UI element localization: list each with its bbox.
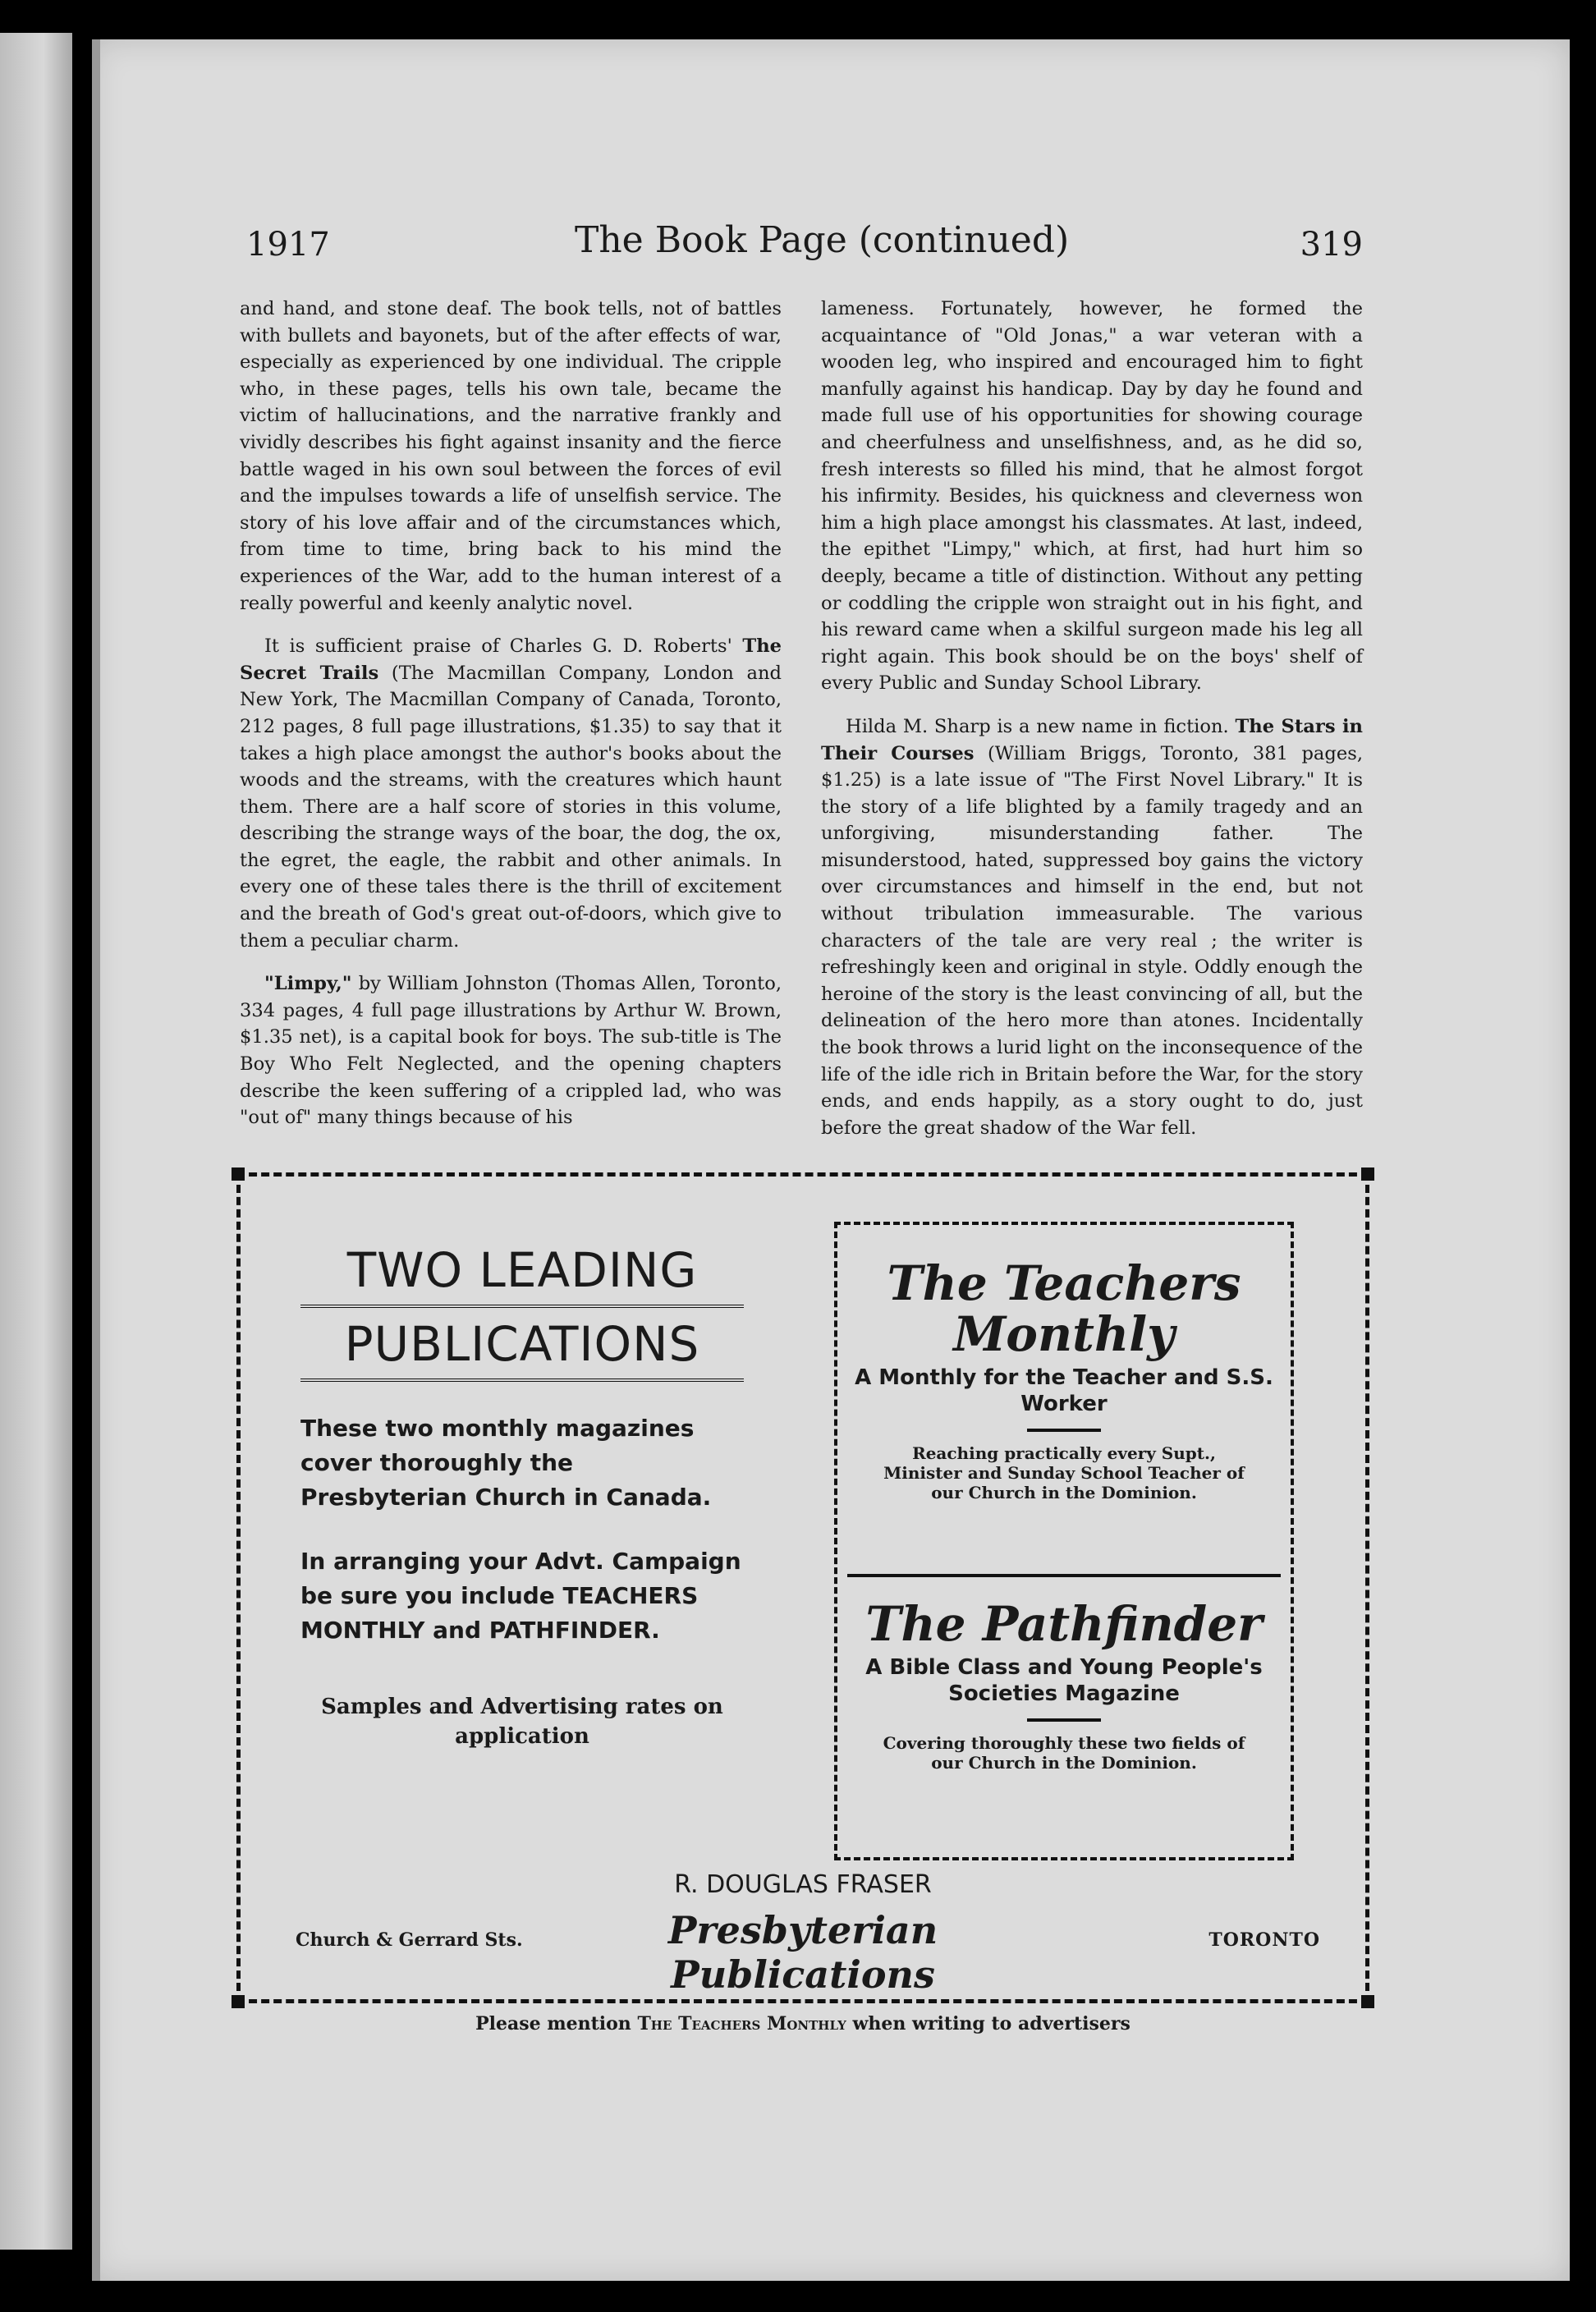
rule bbox=[1027, 1718, 1101, 1722]
corner-ornament bbox=[232, 1995, 245, 2008]
corner-ornament bbox=[1361, 1167, 1374, 1181]
left-column bbox=[240, 296, 782, 1148]
adjacent-page-edge bbox=[0, 33, 72, 2250]
ad-headline: TWO LEADING bbox=[300, 1242, 744, 1308]
paragraph: and hand, and stone deaf. The book tells, not of battles with bullets and bayonets, but of the after effects of war, especially as experienced by one individual. The cripple who, in these pages, tells his own tale, became the victim of hallucinations, and the narrative frankly and vividly describes his fight against insanity and the fierce battle waged in his own soul between the forces of evil and the impulses towards a life of unselfish service. The story of his love affair and of the circumstances which, from time to time, bring back to his mind the experiences of the War, add to the human interest of a really powerful and keenly analytic novel. bbox=[240, 298, 782, 614]
divider-rule bbox=[847, 1574, 1281, 1577]
right-column bbox=[821, 296, 1363, 1158]
pathfinder-block bbox=[837, 1596, 1291, 1773]
paragraph: "Limpy," by William Johnston (Thomas Allen, Toronto, 334 pages, 4 full page illustrations by Arthur W. Brown, $1.35 net), is a capital book for boys. The sub-title is The Boy Who Felt Neglected, and the opening chapters describe the keen suffering of a crippled lad, who was "out of" many things because of his bbox=[240, 973, 782, 1129]
pathfinder-subtitle: A Bible Class and Young People's Societies Magazine bbox=[865, 1655, 1263, 1706]
ad-body-text: These two monthly magazines cover thoroughly the Presbyterian Church in Canada. bbox=[300, 1415, 712, 1511]
header-year: 1917 bbox=[246, 226, 330, 264]
book-title: The Stars in Their Courses bbox=[821, 715, 1363, 764]
paragraph: lameness. Fortunately, however, he formed the acquaintance of "Old Jonas," a war veteran with a wooden leg, who inspired and encouraged him to fight manfully against his handicap. Day by day he found and made full use of his opportunities for showing courage and cheerfulness and unselfishness, and, as he did so, fresh interests so filled his mind, that he almost forgot his infirmity. Besides, his quickness and cleverness won him a high place amongst his classmates. At last, indeed, the epithet "Limpy," which, at first, had hurt him so deeply, became a title of distinction. Without any petting or coddling the cripple won straight out in his fight, and his reward came when a skilful surgeon made his leg all right again. This book should be on the boys' shelf of every Public and Sunday School Library. bbox=[821, 298, 1363, 695]
advertisement bbox=[236, 1172, 1369, 2003]
page-spine bbox=[92, 39, 100, 2281]
ad-samples-note: Samples and Advertising rates on application bbox=[321, 1695, 723, 1749]
ad-body-text: In arranging your Advt. Campaign be sure you include TEACHERS MONTHLY and PATHFINDER. bbox=[300, 1548, 741, 1644]
ad-headline: PUBLICATIONS bbox=[300, 1316, 744, 1382]
publications-box bbox=[834, 1222, 1294, 1860]
teachers-monthly-desc: Reaching practically every Supt., Minister and Sunday School Teacher of our Church in the Dominion. bbox=[883, 1443, 1245, 1502]
ad-left-block bbox=[300, 1242, 744, 1751]
rule bbox=[1027, 1429, 1101, 1432]
footer-magazine-name: The Teachers Monthly bbox=[637, 2013, 846, 2034]
book-title: The Secret Trails bbox=[240, 635, 782, 684]
header-title: The Book Page (continued) bbox=[575, 219, 1070, 261]
publisher-imprint: Presbyterian Publications bbox=[667, 1908, 938, 1997]
teachers-monthly-title-2: Monthly bbox=[953, 1306, 1175, 1362]
teachers-monthly-title: The Teachers bbox=[887, 1255, 1241, 1311]
corner-ornament bbox=[232, 1167, 245, 1181]
pathfinder-desc: Covering thoroughly these two fields of our Church in the Dominion. bbox=[883, 1733, 1245, 1773]
publisher-address: Church & Gerrard Sts. bbox=[296, 1929, 523, 1951]
pathfinder-title: The Pathfinder bbox=[865, 1596, 1263, 1652]
teachers-monthly-subtitle: A Monthly for the Teacher and S.S. Worker bbox=[855, 1365, 1273, 1416]
paragraph: Hilda M. Sharp is a new name in fiction. The Stars in Their Courses (William Briggs, Toronto, 381 pages, $1.25) is a late issue of "The First Novel Library." It is the story of a life blighted by a family tragedy and an unforgiving, misunderstanding father. The misunderstood, hated, suppressed boy gains the victory over circumstances and himself in the end, but not without tribulation immeasurable. The various characters of the tale are very real ; the writer is refreshingly keen and original in style. Oddly enough the heroine of the story is the least convincing of all, but the delineation of the hero more than atones. Incidentally the book throws a lurid light on the inconsequence of the life of the idle rich in Britain before the War, for the story ends, and ends happily, as a story ought to do, just before the great shadow of the War fell. bbox=[821, 715, 1363, 1139]
publisher-city: TORONTO bbox=[1208, 1929, 1320, 1951]
page-footer: Please mention The Teachers Monthly when writing to advertisers bbox=[475, 2013, 1130, 2034]
running-header bbox=[246, 219, 1396, 275]
page-number: 319 bbox=[1300, 226, 1363, 264]
corner-ornament bbox=[1361, 1995, 1374, 2008]
paragraph: It is sufficient praise of Charles G. D. Roberts' The Secret Trails (The Macmillan Company, London and New York, The Macmillan Company of Canada, Toronto, 212 pages, 8 full page illustrations, $1.35) to say that it takes a high place amongst the author's books about the woods and the streams, with the creatures which haunt them. There are a half score of stories in this volume, describing the strange ways of the boar, the dog, the ox, the egret, the eagle, the rabbit and other animals. In every one of these tales there is the thrill of excitement and the breath of God's great out-of-doors, which give to them a peculiar charm. bbox=[240, 635, 782, 952]
book-title: "Limpy," bbox=[264, 973, 352, 995]
teachers-monthly-block bbox=[837, 1255, 1291, 1502]
publisher-name: R. DOUGLAS FRASER bbox=[674, 1870, 932, 1899]
